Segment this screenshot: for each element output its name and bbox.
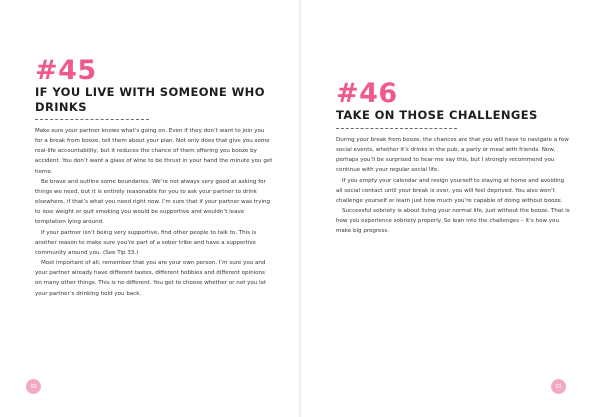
tip-number: #45	[35, 55, 97, 86]
paragraph: Most important of all, remember that you are your own person. I’m sure you and your partner already have different tastes, different hobbies and different opinions on many other things. This is no different. You get to choose whether or not you let your partner’s drinking hold you back.	[35, 260, 267, 297]
right-page	[300, 0, 600, 417]
paragraph: If your partner isn’t being very supportive, find other people to talk to. This is another reason to make sure you’re part of a sober tribe and have a supportive community around you. (See Tip 33.)	[35, 229, 257, 256]
page-number: 60	[26, 379, 41, 394]
title-divider	[35, 119, 149, 120]
tip-title: TAKE ON THOSE CHALLENGES	[336, 108, 538, 122]
tip-title-line-1: IF YOU LIVE WITH SOMEONE WHO	[35, 85, 265, 99]
page-number: 61	[551, 379, 566, 394]
tip-number: #46	[336, 78, 398, 109]
paragraph: Make sure your partner knows what’s going on. Even if they don’t want to join you for a break from booze, tell them about your plan. Not only does that give you some real-life accountability, but it reduces the chance of them offering you booze by accident. You don’t want a glass of wine to be thrust in your hand the minute you get home.	[35, 128, 273, 175]
paragraph: Successful sobriety is about living your normal life, just without the booze. That is how you experience sobriety properly. So lean into the challenges – it’s how you make big progress.	[336, 208, 570, 235]
body-text	[35, 126, 273, 299]
tip-title-line-2: DRINKS	[35, 100, 87, 114]
body-text	[336, 135, 572, 237]
tip-title	[35, 85, 285, 115]
title-divider	[336, 128, 457, 129]
paragraph: During your break from booze, the chances are that you will have to navigate a few social events, whether it’s drinks in the pub, a party or meal with friends. Now, perhaps you’ll be surprised to hear me say this, but I strongly recommend you continue with your regular social life.	[336, 137, 569, 174]
paragraph: Be brave and outline some boundaries. We’re not always very good at asking for things we need, but it is entirely reasonable for you to ask your partner to drink elsewhere, if that’s what you need right now. I’m sure that if your partner was trying to lose weight or quit smoking you would be supportive and wouldn’t leave temptation lying around.	[35, 178, 271, 226]
paragraph: If you empty your calendar and resign yourself to staying at home and avoiding all social contact until your break is over, you will feel deprived. You also won’t challenge yourself or learn just how much you’re capable of doing without booze.	[336, 177, 565, 204]
